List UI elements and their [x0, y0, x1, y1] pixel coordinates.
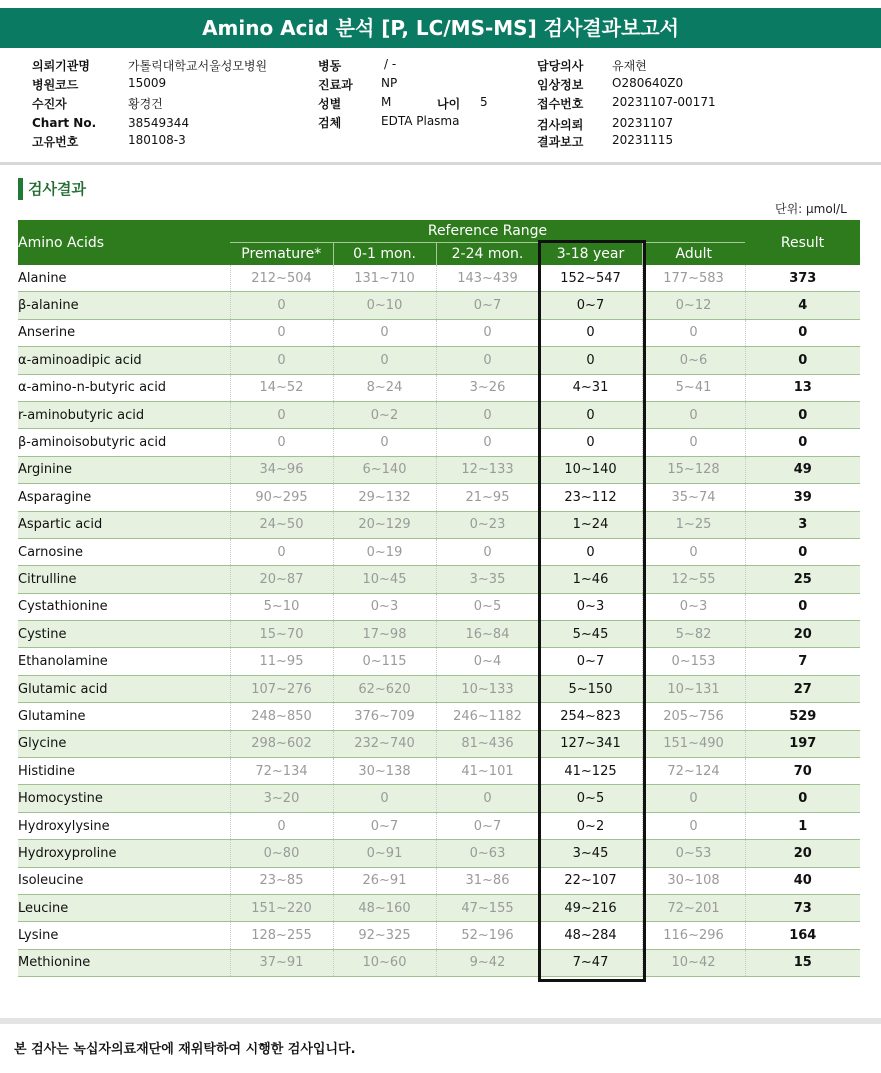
reference-range-cell: 72~201: [642, 894, 745, 921]
reference-range-cell: 0~5: [436, 593, 539, 620]
info-label: 결과보고: [537, 135, 584, 149]
result-value: 529: [745, 703, 860, 730]
header-reference-range: Reference Range: [230, 220, 745, 243]
reference-range-cell: 0: [436, 429, 539, 456]
amino-acid-name: r-aminobutyric acid: [18, 401, 230, 428]
reference-range-cell: 6~140: [333, 456, 436, 483]
amino-acid-name: α-amino-n-butyric acid: [18, 374, 230, 401]
reference-range-cell: 12~55: [642, 566, 745, 593]
amino-acid-name: Leucine: [18, 894, 230, 921]
result-value: 0: [745, 401, 860, 428]
reference-range-cell: 48~160: [333, 894, 436, 921]
results-body: [18, 265, 860, 977]
reference-range-cell: 0: [642, 319, 745, 346]
reference-range-cell: 116~296: [642, 922, 745, 949]
amino-acid-name: Isoleucine: [18, 867, 230, 894]
reference-range-cell: 0: [642, 538, 745, 565]
reference-range-cell: 17~98: [333, 621, 436, 648]
info-value: 180108-3: [128, 133, 186, 147]
result-value: 0: [745, 347, 860, 374]
footer-note: 본 검사는 녹십자의료재단에 재위탁하여 시행한 검사입니다.: [14, 1042, 356, 1057]
info-label: 성별: [318, 97, 342, 111]
result-value: 0: [745, 785, 860, 812]
reference-range-cell: 5~45: [539, 621, 642, 648]
reference-range-cell: 31~86: [436, 867, 539, 894]
table-row: [18, 867, 860, 894]
reference-range-cell: 10~60: [333, 949, 436, 976]
reference-range-cell: 0: [333, 429, 436, 456]
reference-range-cell: 0: [642, 429, 745, 456]
info-value: 20231107: [612, 116, 674, 130]
unit-label: 단위: μmol/L: [775, 202, 847, 216]
info-label: 수진자: [32, 97, 67, 111]
table-row: [18, 730, 860, 757]
result-value: 49: [745, 456, 860, 483]
reference-range-cell: 0: [642, 785, 745, 812]
reference-range-cell: 0: [539, 538, 642, 565]
amino-acid-name: Homocystine: [18, 785, 230, 812]
reference-range-cell: 3~35: [436, 566, 539, 593]
reference-range-cell: 151~220: [230, 894, 333, 921]
age-value: 5: [480, 95, 488, 109]
info-value: O280640Z0: [612, 76, 684, 90]
header-amino-acids: Amino Acids: [18, 220, 230, 265]
table-row: [18, 593, 860, 620]
result-value: 197: [745, 730, 860, 757]
reference-range-cell: 0: [230, 347, 333, 374]
result-value: 373: [745, 265, 860, 292]
table-row: [18, 538, 860, 565]
reference-range-cell: 90~295: [230, 484, 333, 511]
reference-range-cell: 254~823: [539, 703, 642, 730]
reference-range-cell: 0~6: [642, 347, 745, 374]
reference-range-cell: 15~70: [230, 621, 333, 648]
reference-range-cell: 23~112: [539, 484, 642, 511]
reference-range-cell: 62~620: [333, 675, 436, 702]
reference-range-cell: 0: [436, 347, 539, 374]
reference-range-cell: 0: [539, 429, 642, 456]
amino-acid-name: Aspartic acid: [18, 511, 230, 538]
reference-range-cell: 0: [230, 429, 333, 456]
reference-range-cell: 0: [230, 292, 333, 319]
table-row: [18, 319, 860, 346]
reference-range-cell: 5~150: [539, 675, 642, 702]
reference-range-cell: 10~140: [539, 456, 642, 483]
reference-range-cell: 92~325: [333, 922, 436, 949]
reference-range-cell: 0: [333, 347, 436, 374]
reference-range-cell: 37~91: [230, 949, 333, 976]
reference-range-cell: 232~740: [333, 730, 436, 757]
footer-divider: [0, 1018, 881, 1024]
info-label: 임상정보: [537, 78, 584, 92]
table-row: [18, 566, 860, 593]
reference-range-cell: 0~91: [333, 840, 436, 867]
amino-acid-name: Glutamine: [18, 703, 230, 730]
reference-range-cell: 10~45: [333, 566, 436, 593]
reference-range-cell: 0~7: [539, 648, 642, 675]
result-value: 1: [745, 812, 860, 839]
reference-range-cell: 0: [333, 319, 436, 346]
reference-range-cell: 0: [436, 538, 539, 565]
header-2-24-mon: 2-24 mon.: [436, 243, 539, 266]
header-0-1-mon: 0-1 mon.: [333, 243, 436, 266]
result-value: 20: [745, 621, 860, 648]
result-value: 4: [745, 292, 860, 319]
amino-acid-name: Asparagine: [18, 484, 230, 511]
amino-acid-name: β-alanine: [18, 292, 230, 319]
header-3-18-year: 3-18 year: [539, 243, 642, 266]
header-adult: Adult: [642, 243, 745, 266]
reference-range-cell: 248~850: [230, 703, 333, 730]
reference-range-cell: 0~3: [642, 593, 745, 620]
amino-acid-name: Ethanolamine: [18, 648, 230, 675]
reference-range-cell: 1~46: [539, 566, 642, 593]
reference-range-cell: 376~709: [333, 703, 436, 730]
reference-range-cell: 0~4: [436, 648, 539, 675]
amino-acid-name: Anserine: [18, 319, 230, 346]
reference-range-cell: 152~547: [539, 265, 642, 292]
reference-range-cell: 41~125: [539, 758, 642, 785]
reference-range-cell: 10~133: [436, 675, 539, 702]
table-row: [18, 484, 860, 511]
reference-range-cell: 205~756: [642, 703, 745, 730]
result-value: 13: [745, 374, 860, 401]
reference-range-cell: 0~153: [642, 648, 745, 675]
reference-range-cell: 0: [230, 812, 333, 839]
reference-range-cell: 8~24: [333, 374, 436, 401]
reference-range-cell: 20~129: [333, 511, 436, 538]
table-row: [18, 456, 860, 483]
result-value: 164: [745, 922, 860, 949]
table-row: [18, 429, 860, 456]
result-value: 3: [745, 511, 860, 538]
info-value: 38549344: [128, 116, 190, 130]
reference-range-cell: 10~131: [642, 675, 745, 702]
amino-acid-name: Lysine: [18, 922, 230, 949]
age-label: 나이: [437, 97, 461, 111]
table-row: [18, 894, 860, 921]
info-value: 20231115: [612, 133, 674, 147]
reference-range-cell: 0~53: [642, 840, 745, 867]
table-row: [18, 840, 860, 867]
table-row: [18, 758, 860, 785]
info-value: 15009: [128, 76, 167, 90]
amino-acid-name: Citrulline: [18, 566, 230, 593]
table-row: [18, 675, 860, 702]
result-value: 40: [745, 867, 860, 894]
result-value: 27: [745, 675, 860, 702]
reference-range-cell: 0~10: [333, 292, 436, 319]
reference-range-cell: 15~128: [642, 456, 745, 483]
info-value: M: [381, 95, 392, 109]
result-value: 73: [745, 894, 860, 921]
reference-range-cell: 12~133: [436, 456, 539, 483]
header-divider: [0, 162, 881, 165]
table-row: [18, 922, 860, 949]
reference-range-cell: 0~7: [333, 812, 436, 839]
info-label: 고유번호: [32, 135, 79, 149]
results-table: [18, 220, 860, 977]
reference-range-cell: 41~101: [436, 758, 539, 785]
table-row: [18, 292, 860, 319]
amino-acid-name: Arginine: [18, 456, 230, 483]
info-value: EDTA Plasma: [381, 114, 460, 128]
result-value: 0: [745, 538, 860, 565]
reference-range-cell: 5~41: [642, 374, 745, 401]
info-label: 검체: [318, 116, 342, 130]
reference-range-cell: 0: [436, 319, 539, 346]
reference-range-cell: 0~63: [436, 840, 539, 867]
reference-range-cell: 4~31: [539, 374, 642, 401]
reference-range-cell: 72~134: [230, 758, 333, 785]
reference-range-cell: 29~132: [333, 484, 436, 511]
reference-range-cell: 3~20: [230, 785, 333, 812]
reference-range-cell: 26~91: [333, 867, 436, 894]
reference-range-cell: 0: [333, 785, 436, 812]
table-row: [18, 812, 860, 839]
reference-range-cell: 9~42: [436, 949, 539, 976]
amino-acid-name: α-aminoadipic acid: [18, 347, 230, 374]
reference-range-cell: 23~85: [230, 867, 333, 894]
reference-range-cell: 0: [230, 538, 333, 565]
reference-range-cell: 24~50: [230, 511, 333, 538]
info-label: 진료과: [318, 78, 353, 92]
info-value: NP: [381, 76, 398, 90]
table-row: [18, 401, 860, 428]
reference-range-cell: 0: [230, 319, 333, 346]
reference-range-cell: 5~82: [642, 621, 745, 648]
reference-range-cell: 0~3: [333, 593, 436, 620]
reference-range-cell: 34~96: [230, 456, 333, 483]
reference-range-cell: 143~439: [436, 265, 539, 292]
reference-range-cell: 151~490: [642, 730, 745, 757]
info-label: 접수번호: [537, 97, 584, 111]
info-value: 유재현: [612, 59, 647, 73]
reference-range-cell: 0: [230, 401, 333, 428]
reference-range-cell: 0~7: [539, 292, 642, 319]
amino-acid-name: Hydroxylysine: [18, 812, 230, 839]
reference-range-cell: 0~80: [230, 840, 333, 867]
amino-acid-name: Cystine: [18, 621, 230, 648]
reference-range-cell: 0~12: [642, 292, 745, 319]
amino-acid-name: Alanine: [18, 265, 230, 292]
reference-range-cell: 0~5: [539, 785, 642, 812]
reference-range-cell: 3~26: [436, 374, 539, 401]
reference-range-cell: 3~45: [539, 840, 642, 867]
reference-range-cell: 128~255: [230, 922, 333, 949]
table-row: [18, 374, 860, 401]
reference-range-cell: 246~1182: [436, 703, 539, 730]
reference-range-cell: 131~710: [333, 265, 436, 292]
info-value: 가톨릭대학교서울성모병원: [128, 59, 268, 73]
reference-range-cell: 16~84: [436, 621, 539, 648]
reference-range-cell: 1~25: [642, 511, 745, 538]
reference-range-cell: 30~138: [333, 758, 436, 785]
reference-range-cell: 10~42: [642, 949, 745, 976]
reference-range-cell: 212~504: [230, 265, 333, 292]
table-row: [18, 949, 860, 976]
info-label: 병원코드: [32, 78, 79, 92]
info-label: Chart No.: [32, 116, 97, 130]
reference-range-cell: 0~7: [436, 292, 539, 319]
reference-range-cell: 107~276: [230, 675, 333, 702]
info-label: 병동: [318, 59, 342, 73]
reference-range-cell: 1~24: [539, 511, 642, 538]
reference-range-cell: 0~23: [436, 511, 539, 538]
info-value: / -: [384, 57, 397, 71]
reference-range-cell: 20~87: [230, 566, 333, 593]
reference-range-cell: 0~115: [333, 648, 436, 675]
table-row: [18, 648, 860, 675]
reference-range-cell: 81~436: [436, 730, 539, 757]
info-label: 담당의사: [537, 59, 584, 73]
reference-range-cell: 7~47: [539, 949, 642, 976]
reference-range-cell: 0: [436, 785, 539, 812]
reference-range-cell: 30~108: [642, 867, 745, 894]
reference-range-cell: 48~284: [539, 922, 642, 949]
result-value: 25: [745, 566, 860, 593]
reference-range-cell: 11~95: [230, 648, 333, 675]
reference-range-cell: 0: [642, 812, 745, 839]
reference-range-cell: 22~107: [539, 867, 642, 894]
amino-acid-name: β-aminoisobutyric acid: [18, 429, 230, 456]
reference-range-cell: 21~95: [436, 484, 539, 511]
info-label: 검사의뢰: [537, 118, 584, 132]
amino-acid-name: Carnosine: [18, 538, 230, 565]
reference-range-cell: 0~3: [539, 593, 642, 620]
reference-range-cell: 0~19: [333, 538, 436, 565]
table-row: [18, 703, 860, 730]
amino-acid-name: Histidine: [18, 758, 230, 785]
reference-range-cell: 0: [539, 401, 642, 428]
reference-range-cell: 47~155: [436, 894, 539, 921]
header-result: Result: [745, 220, 860, 265]
result-value: 7: [745, 648, 860, 675]
reference-range-cell: 72~124: [642, 758, 745, 785]
result-value: 0: [745, 429, 860, 456]
reference-range-cell: 5~10: [230, 593, 333, 620]
result-value: 0: [745, 593, 860, 620]
section-title: 검사결과: [18, 178, 86, 200]
reference-range-cell: 0~2: [539, 812, 642, 839]
reference-range-cell: 52~196: [436, 922, 539, 949]
reference-range-cell: 0: [642, 401, 745, 428]
reference-range-cell: 0~2: [333, 401, 436, 428]
reference-range-cell: 49~216: [539, 894, 642, 921]
amino-acid-name: Glutamic acid: [18, 675, 230, 702]
table-row: [18, 347, 860, 374]
reference-range-cell: 298~602: [230, 730, 333, 757]
amino-acid-name: Glycine: [18, 730, 230, 757]
result-value: 0: [745, 319, 860, 346]
result-value: 20: [745, 840, 860, 867]
reference-range-cell: 127~341: [539, 730, 642, 757]
header-premature: Premature*: [230, 243, 333, 266]
table-row: [18, 621, 860, 648]
info-value: 20231107-00171: [612, 95, 716, 109]
reference-range-cell: 0: [539, 319, 642, 346]
reference-range-cell: 0~7: [436, 812, 539, 839]
result-value: 70: [745, 758, 860, 785]
info-label: 의뢰기관명: [32, 59, 90, 73]
amino-acid-name: Cystathionine: [18, 593, 230, 620]
reference-range-cell: 14~52: [230, 374, 333, 401]
reference-range-cell: 0: [436, 401, 539, 428]
info-value: 황경건: [128, 97, 163, 111]
table-row: [18, 265, 860, 292]
reference-range-cell: 35~74: [642, 484, 745, 511]
reference-range-cell: 177~583: [642, 265, 745, 292]
amino-acid-name: Hydroxyproline: [18, 840, 230, 867]
result-value: 39: [745, 484, 860, 511]
result-value: 15: [745, 949, 860, 976]
amino-acid-name: Methionine: [18, 949, 230, 976]
table-row: [18, 785, 860, 812]
table-row: [18, 511, 860, 538]
report-title: Amino Acid 분석 [P, LC/MS-MS] 검사결과보고서: [0, 8, 881, 48]
reference-range-cell: 0: [539, 347, 642, 374]
